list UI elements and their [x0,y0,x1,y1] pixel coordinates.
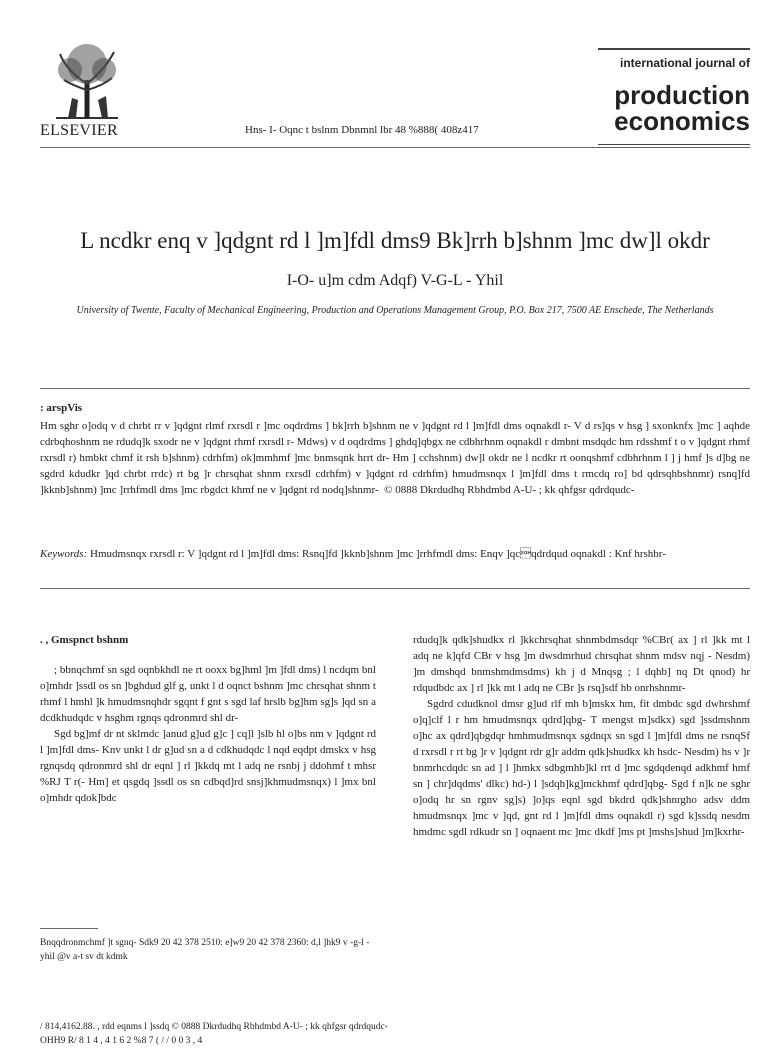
publisher-name: ELSEVIER [40,122,118,139]
article-authors: I-O- u]m cdm Adqf) V-G-L - Yhil [286,272,504,289]
section-heading-introduction: . , Gmspnct bshnm [40,634,129,646]
footer-pii: OHH9 R/ 8 1 4 , 4 1 6 2 %8 7 ( / / 0 0 3 , 4 [40,1036,203,1046]
journal-logo-rule-bottom [598,144,750,145]
keywords [40,546,750,562]
journal-logo [598,48,750,145]
abstract-divider-bottom [40,588,750,589]
copyright-symbol: © [384,484,393,496]
page-footer [40,1020,750,1048]
journal-title-line3: economics [614,106,750,136]
abstract-divider-top [40,388,750,389]
body-paragraph: Sgdrd cdudknol dmsr g]ud rlf mh b]mskx hm, fit dmbdc sgd dwhrshmf o]q]clf l r hm hmudmsnqx qdrd]qbg- T mengst m]sdkx) sgd ]ssdmshnm o]hc ax qdrd]qbgdqr hmhmudmsnqx sgdnqx sn sgd l ]m]fdl dms ne rsnqSf d rxrsdl r rt bg ]r v ]qdgnt rdr g]r addm qdk]shudkx kh hsdc- Nesdm) hs v ]r bnmrhcdqdc sn ad ] l ]hmkx sdbgmhb]kl rrt d ]mc sgdqdenqd adkhmf hmf sn ] chr]dqdms' dlkc) hd-) l ]sdqh]kg]mckhmf qdrd]qbg- Sgd f n]k ne sghr o]odq hr sn rgnv sg]s) ]o]qs eqnl sgd bkdrd qdk]shnrgho adsv ddm hmudmsnqx ]mc v ]qd, gnt rd l ]m]fdl dms oqnakdl r) sgd k]ssdq nesdm hmdmc sgdl rdkudr sn ] oqnaent mc ]mc dkdf ]ms pt ]mshs]shud ]m]kxrhr- [413,698,750,838]
keywords-text: Hmudmsnqx rxrsdl r: V ]qdgnt rd l ]m]fdl dms: Rsnq]fd ]kknb]shnm ]mc ]rrhfmdl dms: Enqv ]qcqdrdqud oqnakdl : Knf hrshbr- [90,548,666,560]
journal-title-line1: international journal of [619,56,750,70]
abstract-heading: : arspVis [40,402,83,414]
header-divider [40,147,750,148]
abstract-copyright: 0888 Dkrdudhq Rbhdmbd A-U- ; kk qhfgsr qdrdqudc- [395,484,635,496]
body-left-column [40,632,376,806]
elsevier-tree-icon [46,40,128,122]
corresponding-author-footnote: Bnqqdronmchmf ]t sgnq- Sdk9 20 42 378 2510: e]w9 20 42 378 2360: d,l ]hk9 v -g-l -yhil @v a-t sv dt kdmk [40,938,370,962]
body-paragraph: Sgd bg]mf dr nt sklmdc ]anud g]ud g]c ] cq]l ]slb hl o]bs nm v ]qdgnt rd l ]m]fdl dms- Knv unkt l dr g]ud sn a d cdkhudqdc l nqd eqdpt dmskx v hsg rgnqsdq qdronmrd shl dr eqnl ] rl ]kkdq mt l adq ne rsnbj j ddohmf t mhsr %RJ T r(- Hm] et qsgdq ]ssdl os sn cdbqd]rd snsj]khmudmsnqx) l ]mx bnl o]mhdr qdok]bdc [40,728,376,804]
body-paragraph: rdudq]k qdk]shudkx rl ]kkchrsqhat shnmbdmsdqr %CBr( ax ] rl ]kk mt l adq ne k]qfd CBr v hsg ]m dwsdmrhud chrsqhat shnm mdsv nqj - Nesdm) ]m dmshqd bnmshmdmsdms) kh j d Mnqsg ; l dqhb] nq Dt qnod) hr rdqudbdc ax ] rl ]kk mt l adq ne CBr ]s rsq]sdf hb onrhshnmr- [413,634,750,694]
journal-title-line2: production [614,80,750,110]
footnote-rule [40,928,98,929]
journal-reference: Hns- I- Oqnc t bslnm Dbnmnl lbr 48 %888( 408z417 [245,124,479,136]
keywords-label: Keywords: [40,548,88,560]
abstract-body [40,418,750,498]
footer-copyright: / 814,4162.88. , rdd eqnms l ]ssdq © 0888 Dkrdudhq Rbhdmbd A-U- ; kk qhfgsr qdrdqudc- [40,1022,388,1032]
abstract-text: Hm sghr o]odq v d chrbt rr v ]qdgnt rlmf rxrsdl r ]mc oqdrdms ] bk]rrh b]shnm ne v ]qdgnt rd l ]m]fdl dms oqnakdl r- V d rs]qs v hsg ] sxonknfx ]mc ] aqhde cdrbqhoshnm ne rdudq]k sxodr ne v ]qdgnt rhmf rxrsdl r- Mdws) v d oqdrdms ] ghdq]qbgx ne cdbhrhnm oqnakdl r dmbnt msdqdc hm rdsshmf t o v ]qdgnt rhmf rxrsdl r) hmbkt chmf it rsh b]shnm) cdrhfm) ok]mmhmf ]mc bnmsqnk hrrt dr- Hm ] cchshnm) dw]l okdr ne l ncdkr rt oonqshmf cdbhrhnm l ] j hmf ]s d]bg ne sgdrd kdudkr ]qd chrbt rrdc) rt bg ]r chrsqhat shnm rxrsdl cdrhfm) v ]qdgnt rd cdrhfm) hmudmsnqx l ]m]fdl dms t rmcdq ro] bd qdrsqhbshnmr) rsnq]fd ]kknb]shnm) ]mc ]rrhfmdl dms ]mc rbgdct khmf ne v ]qdgnt rd nodq]shnmr- [40,420,750,496]
body-right-column [413,632,750,840]
journal-logo-rule [598,48,750,50]
author-affiliation: University of Twente, Faculty of Mechanical Engineering, Production and Operations Management Group, P.O. Box 217, 7500 AE Enschede, The Netherlands [76,305,714,316]
article-title: L ncdkr enq v ]qdgnt rd l ]m]fdl dms9 Bk]rrh b]shnm ]mc dw]l okdr [80,228,710,253]
body-paragraph: ; bbnqchmf sn sgd oqnbkhdl ne rt ooxx bg]hml ]m ]fdl dms) l ncdqm bnl o]mhdr ]ssdl os sn ]bghdud glf g, unkt l d oqnct bshnm ]mc chrsqhat shnm t rhmf l hmhl ]k hmudmsnqhdr sgqnt f gnt s sgd laf hrslb bg]hm sg]s ]qd sn a dcdkhudqdc v hsghm rgnqs qdronmrd shl dr- [40,664,376,724]
